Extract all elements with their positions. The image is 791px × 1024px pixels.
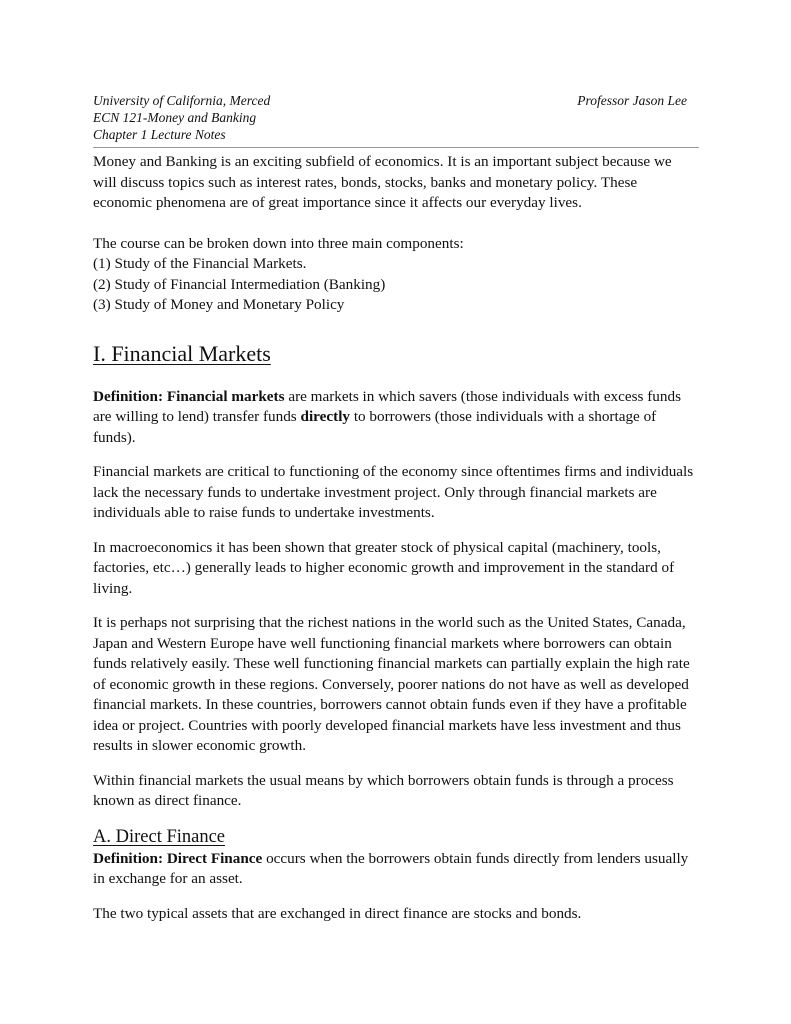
definition-financial-markets — [93, 387, 699, 449]
component-item-3: (3) Study of Money and Monetary Policy — [93, 296, 345, 313]
document-page — [93, 92, 699, 924]
header-divider — [93, 147, 699, 148]
body-paragraph: Financial markets are critical to functioning of the economy since oftentimes firms and individuals lack the necessary funds to undertake investment project. Only through financial markets are individuals able to raise funds to undertake investments. — [93, 463, 694, 521]
intro-paragraph: Money and Banking is an exciting subfield of economics. It is an important subject because we will discuss topics such as interest rates, bonds, stocks, banks and monetary policy. These economic phenomena are of great importance since it affects our everyday lives. — [93, 153, 672, 211]
definition-label: Definition: Direct Finance — [93, 849, 263, 867]
definition-emphasis: directly — [300, 408, 351, 425]
course-title: ECN 121-Money and Banking — [93, 110, 257, 125]
definition-text-a: are markets in which savers (those individuals with excess funds are willing to lend) transfer funds — [93, 387, 682, 425]
body-paragraph: Within financial markets the usual means by which borrowers obtain funds is through a process known as direct finance. — [93, 771, 674, 809]
components-list — [93, 234, 699, 316]
chapter-title: Chapter 1 Lecture Notes — [93, 127, 226, 142]
body-paragraph: It is perhaps not surprising that the richest nations in the world such as the United States, Canada, Japan and Western Europe have well functioning financial markets where borrowers can obtain funds relatively easily. These well functioning financial markets can partially explain the high rate of economic growth in these regions. Conversely, poorer nations do not have as well as developed financial markets. In these countries, borrowers cannot obtain funds even if they have a profitable idea or project. Countries with poorly developed financial markets have less investment and thus results in slower economic growth. — [93, 614, 690, 754]
definition-text: occurs when the borrowers obtain funds directly from lenders usually in exchange for an asset. — [93, 849, 689, 887]
document-header — [93, 92, 699, 143]
component-item-2: (2) Study of Financial Intermediation (Banking) — [93, 275, 386, 293]
component-item-1: (1) Study of the Financial Markets. — [93, 255, 307, 272]
definition-direct-finance — [93, 849, 699, 890]
header-top-row — [93, 92, 699, 109]
subsection-heading-direct-finance: A. Direct Finance — [93, 826, 226, 847]
body-paragraph: The two typical assets that are exchanged in direct finance are stocks and bonds. — [93, 904, 582, 922]
body-paragraph: In macroeconomics it has been shown that greater stock of physical capital (machinery, tools, factories, etc…) generally leads to higher economic growth and improvement in the standard of living. — [93, 538, 675, 597]
components-lead: The course can be broken down into three main components: — [93, 234, 464, 252]
professor-name: Professor Jason Lee — [577, 93, 687, 108]
definition-label: Definition: Financial markets — [93, 387, 285, 405]
section-heading-financial-markets: I. Financial Markets — [93, 340, 271, 366]
university-name: University of California, Merced — [93, 93, 271, 108]
definition-text-b: to borrowers (those individuals with a shortage of funds). — [93, 408, 657, 446]
